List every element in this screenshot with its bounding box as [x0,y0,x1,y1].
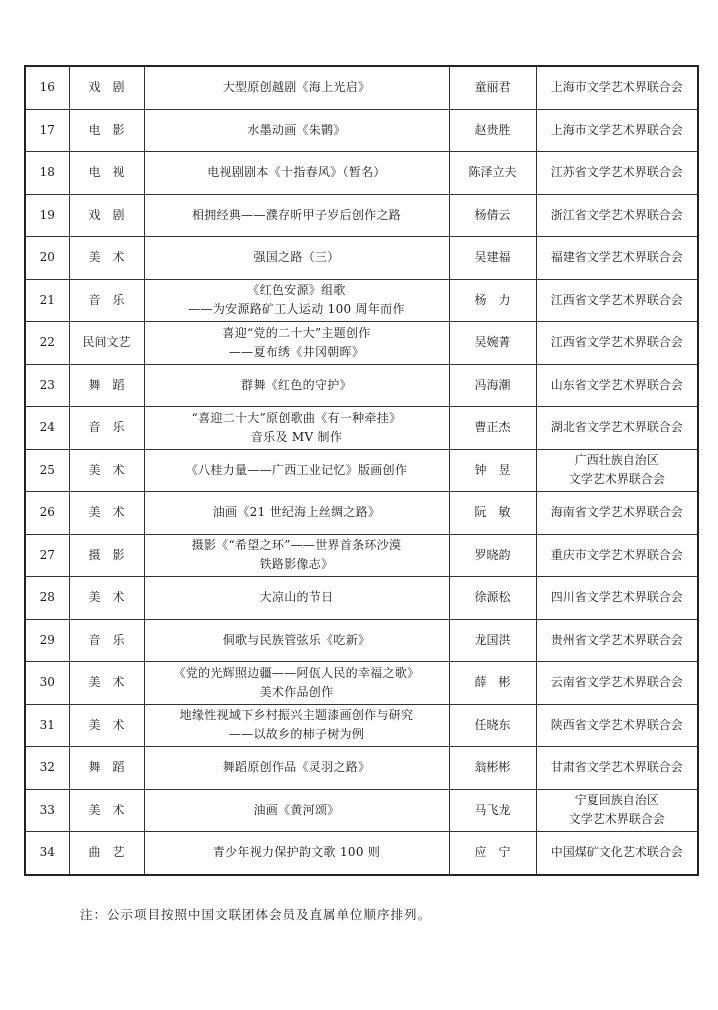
row-number: 16 [25,66,69,109]
row-organization: 江西省文学艺术界联合会 [536,322,698,365]
row-number: 24 [25,407,69,450]
row-person: 冯海潮 [449,364,536,407]
row-category: 舞 蹈 [69,747,144,790]
row-category: 民间文艺 [69,322,144,365]
row-title: 油画《21 世纪海上丝绸之路》 [144,492,449,535]
row-organization: 广西壮族自治区 文学艺术界联合会 [536,449,698,492]
row-person: 罗晓韵 [449,534,536,577]
row-organization: 甘肃省文学艺术界联合会 [536,747,698,790]
row-category: 戏 剧 [69,66,144,109]
row-category: 戏 剧 [69,194,144,237]
row-category: 曲 艺 [69,832,144,875]
row-category: 美 术 [69,237,144,280]
row-number: 23 [25,364,69,407]
row-category: 音 乐 [69,279,144,322]
row-number: 29 [25,619,69,662]
row-person: 杨倩云 [449,194,536,237]
row-title: 青少年视力保护韵文歌 100 则 [144,832,449,875]
row-organization: 湖北省文学艺术界联合会 [536,407,698,450]
row-category: 美 术 [69,492,144,535]
row-person: 任晓东 [449,704,536,747]
table-row [25,109,698,152]
table-body [25,66,698,875]
row-category: 美 术 [69,789,144,832]
row-title: 强国之路（三） [144,237,449,280]
row-organization: 陕西省文学艺术界联合会 [536,704,698,747]
row-person: 曹正杰 [449,407,536,450]
row-category: 摄 影 [69,534,144,577]
row-person: 应 宁 [449,832,536,875]
table-row [25,832,698,875]
table-row [25,279,698,322]
table-row [25,534,698,577]
row-number: 18 [25,152,69,195]
row-organization: 上海市文学艺术界联合会 [536,66,698,109]
row-number: 27 [25,534,69,577]
row-title: 相拥经典——濮存昕甲子岁后创作之路 [144,194,449,237]
row-organization: 四川省文学艺术界联合会 [536,577,698,620]
row-title: 油画《黄河颂》 [144,789,449,832]
row-title: 《八桂力量——广西工业记忆》版画创作 [144,449,449,492]
row-title: 《红色安源》组歌 ——为安源路矿工人运动 100 周年而作 [144,279,449,322]
row-category: 音 乐 [69,619,144,662]
row-person: 马飞龙 [449,789,536,832]
row-organization: 江苏省文学艺术界联合会 [536,152,698,195]
row-number: 31 [25,704,69,747]
project-list-table [24,65,699,876]
row-number: 21 [25,279,69,322]
table-row [25,66,698,109]
row-title: 喜迎“党的二十大”主题创作 ——夏布绣《井冈朝晖》 [144,322,449,365]
table-row [25,152,698,195]
row-category: 美 术 [69,704,144,747]
row-person: 陈泽立夫 [449,152,536,195]
row-category: 舞 蹈 [69,364,144,407]
row-number: 25 [25,449,69,492]
row-category: 美 术 [69,449,144,492]
row-title: 摄影《“希望之环”——世界首条环沙漠 铁路影像志》 [144,534,449,577]
row-number: 19 [25,194,69,237]
table-row [25,407,698,450]
row-organization: 福建省文学艺术界联合会 [536,237,698,280]
row-person: 阮 敏 [449,492,536,535]
table-row [25,789,698,832]
row-title: 群舞《红色的守护》 [144,364,449,407]
row-title: 水墨动画《朱鹮》 [144,109,449,152]
table-row [25,364,698,407]
table-row [25,577,698,620]
table-row [25,322,698,365]
row-number: 22 [25,322,69,365]
table-row [25,704,698,747]
row-organization: 贵州省文学艺术界联合会 [536,619,698,662]
row-person: 钟 昱 [449,449,536,492]
row-title: 地缘性视域下乡村振兴主题漆画创作与研究 ——以故乡的柿子树为例 [144,704,449,747]
row-person: 吴婉菁 [449,322,536,365]
table-row [25,194,698,237]
row-organization: 重庆市文学艺术界联合会 [536,534,698,577]
row-title: 电视剧剧本《十指春风》（暂名） [144,152,449,195]
row-number: 32 [25,747,69,790]
row-number: 28 [25,577,69,620]
row-person: 徐源松 [449,577,536,620]
row-organization: 云南省文学艺术界联合会 [536,662,698,705]
row-title: 侗歌与民族管弦乐《吃新》 [144,619,449,662]
row-category: 音 乐 [69,407,144,450]
row-organization: 上海市文学艺术界联合会 [536,109,698,152]
row-title: “喜迎二十大”原创歌曲《有一种牵挂》 音乐及 MV 制作 [144,407,449,450]
row-organization: 江西省文学艺术界联合会 [536,279,698,322]
table-row [25,662,698,705]
row-person: 杨 力 [449,279,536,322]
row-category: 美 术 [69,662,144,705]
row-title: 大型原创越剧《海上光启》 [144,66,449,109]
row-person: 薛 彬 [449,662,536,705]
row-person: 赵贵胜 [449,109,536,152]
row-person: 童丽君 [449,66,536,109]
row-number: 26 [25,492,69,535]
row-title: 大凉山的节日 [144,577,449,620]
row-person: 翁彬彬 [449,747,536,790]
row-title: 《党的光辉照边疆——阿佤人民的幸福之歌》 美术作品创作 [144,662,449,705]
row-organization: 浙江省文学艺术界联合会 [536,194,698,237]
row-category: 美 术 [69,577,144,620]
row-person: 吴建福 [449,237,536,280]
table-row [25,237,698,280]
footnote: 注：公示项目按照中国文联团体会员及直属单位顺序排列。 [80,907,432,922]
row-category: 电 视 [69,152,144,195]
row-number: 33 [25,789,69,832]
row-title: 舞蹈原创作品《灵羽之路》 [144,747,449,790]
row-number: 20 [25,237,69,280]
row-organization: 宁夏回族自治区 文学艺术界联合会 [536,789,698,832]
row-person: 龙国洪 [449,619,536,662]
row-organization: 海南省文学艺术界联合会 [536,492,698,535]
row-number: 17 [25,109,69,152]
row-organization: 山东省文学艺术界联合会 [536,364,698,407]
row-number: 30 [25,662,69,705]
table-row [25,492,698,535]
table-row [25,449,698,492]
table-row [25,747,698,790]
row-number: 34 [25,832,69,875]
row-category: 电 影 [69,109,144,152]
table-row [25,619,698,662]
row-organization: 中国煤矿文化艺术联合会 [536,832,698,875]
